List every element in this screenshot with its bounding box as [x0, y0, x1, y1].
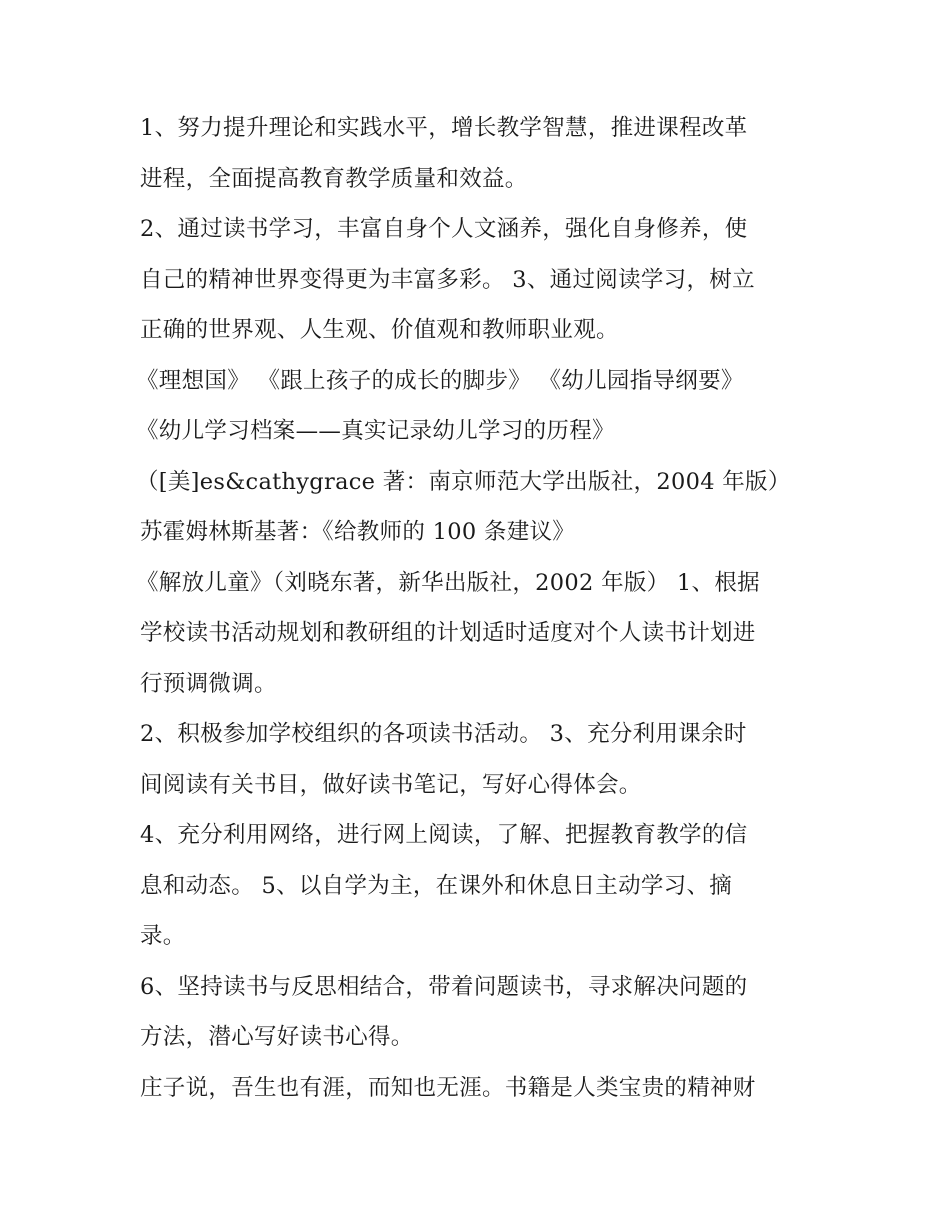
text-line-20: 庄子说，吾生也有涯，而知也无涯。书籍是人类宝贵的精神财 [140, 1074, 756, 1101]
text-line-10: 《解放儿童》（刘晓东著，新华出版社，2002 年版） 1、根据 [136, 569, 760, 596]
text-line-19: 方法，潜心写好读书心得。 [140, 1024, 414, 1050]
text-line-4: 自己的精神世界变得更为丰富多彩。 3、通过阅读学习，树立 [140, 266, 755, 293]
text-line-17: 录。 [140, 923, 186, 949]
text-line-2: 进程，全面提高教育教学质量和效益。 [140, 165, 528, 192]
text-line-18: 6、坚持读书与反思相结合，带着问题读书，寻求解决问题的 [140, 973, 748, 1000]
text-line-11: 学校读书活动规划和教研组的计划适时适度对个人读书计划进 [140, 620, 756, 646]
text-line-5: 正确的世界观、人生观、价值观和教师职业观。 [140, 317, 619, 343]
text-line-7: 《幼儿学习档案——真实记录幼儿学习的历程》 [136, 418, 615, 444]
body-text [136, 103, 820, 1113]
text-line-13: 2、积极参加学校组织的各项读书活动。 3、充分利用课余时 [140, 721, 747, 747]
text-line-6: 《理想国》 《跟上孩子的成长的脚步》 《幼儿园指导纲要》 [136, 367, 744, 394]
text-line-16: 息和动态。 5、以自学为主，在课外和休息日主动学习、摘 [140, 872, 733, 899]
text-line-1: 1、努力提升理论和实践水平，增长教学智慧，推进课程改革 [140, 115, 748, 141]
text-line-15: 4、充分利用网络，进行网上阅读，了解、把握教育教学的信 [140, 822, 748, 848]
text-line-9: 苏霍姆林斯基著：《给教师的 100 条建议》 [140, 519, 576, 545]
text-line-3: 2、通过读书学习，丰富自身个人文涵养，强化自身修养，使 [140, 216, 748, 242]
text-line-14: 间阅读有关书目，做好读书笔记，写好心得体会。 [140, 771, 642, 798]
text-line-12: 行预调微调。 [140, 670, 277, 697]
text-line-8: （[美]es&cathygrace 著：南京师范大学出版社，2004 年版） [136, 468, 791, 495]
